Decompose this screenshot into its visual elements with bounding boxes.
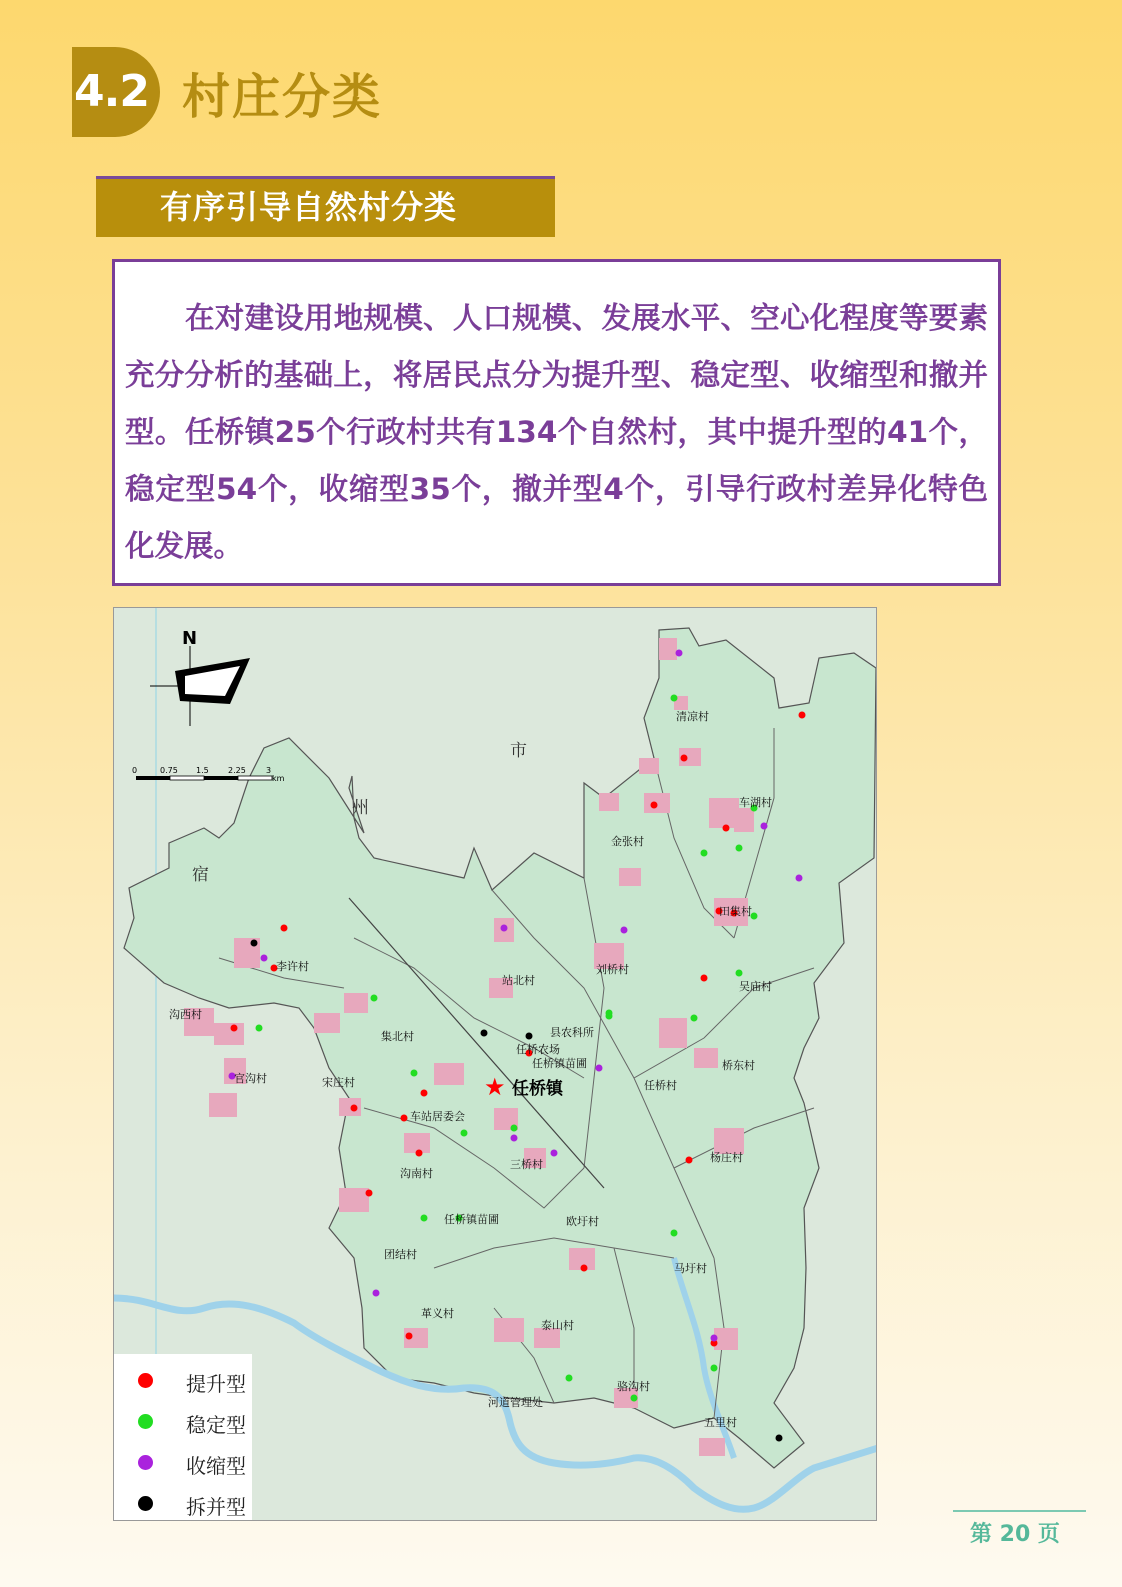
legend-label: 拆并型 (186, 1495, 246, 1519)
scale-tick: 0.75 (160, 766, 178, 775)
section-title: 村庄分类 (182, 69, 383, 125)
legend-label: 稳定型 (186, 1413, 246, 1437)
village-label: 任桥农场 (516, 1043, 560, 1056)
legend-item (114, 1407, 252, 1437)
village-label: 宋庄村 (322, 1076, 355, 1089)
village-label: 团结村 (384, 1248, 417, 1261)
village-label: 车站居委会 (410, 1110, 465, 1123)
village-label: 马圩村 (674, 1262, 707, 1275)
village-label: 泰山村 (541, 1319, 574, 1332)
village-label: 金张村 (611, 835, 644, 848)
legend-item (114, 1366, 252, 1396)
village-label: 刘桥村 (596, 963, 629, 976)
legend-label: 收缩型 (186, 1454, 246, 1478)
section-number: 4.2 (72, 47, 160, 137)
legend-swatch (138, 1455, 153, 1470)
village-label: 县农科所 (550, 1026, 594, 1039)
village-label: 沟南村 (400, 1167, 433, 1180)
region-label: 州 (352, 798, 369, 818)
legend-item (114, 1489, 252, 1519)
scale-tick: 1.5 (196, 766, 209, 775)
village-label: 五里村 (704, 1416, 737, 1429)
description-box (112, 259, 1001, 586)
scale-tick: 2.25 (228, 766, 246, 775)
village-label: 欧圩村 (566, 1215, 599, 1228)
map-legend (114, 1354, 252, 1520)
village-label: 杨庄村 (710, 1151, 743, 1164)
village-label: 桥东村 (722, 1059, 755, 1072)
village-label: 沟西村 (169, 1008, 202, 1021)
region-label: 宿 (192, 865, 209, 885)
legend-swatch (138, 1496, 153, 1511)
village-label: 吴庙村 (739, 980, 772, 993)
svg-text:★: ★ (484, 1073, 506, 1101)
village-label: 任桥镇苗圃 (444, 1213, 499, 1226)
legend-swatch (138, 1373, 153, 1388)
legend-label: 提升型 (186, 1372, 246, 1396)
village-label: 清凉村 (676, 710, 709, 723)
village-label: 官沟村 (234, 1072, 267, 1085)
village-label: 集北村 (381, 1030, 414, 1043)
village-label: 李许村 (276, 960, 309, 973)
village-label: 田集村 (719, 905, 752, 918)
town-label: 任桥镇 (512, 1079, 563, 1099)
village-label: 革义村 (421, 1307, 454, 1320)
region-label: 市 (510, 741, 527, 761)
village-label: 车湖村 (739, 796, 772, 809)
village-label: 任桥村 (644, 1079, 677, 1092)
footer-divider (953, 1510, 1086, 1512)
village-label: 骆沟村 (617, 1380, 650, 1393)
legend-swatch (138, 1414, 153, 1429)
village-label: 站北村 (502, 974, 535, 987)
village-classification-map (113, 607, 877, 1521)
village-label: 河道管理处 (488, 1396, 543, 1409)
north-label: N (182, 628, 198, 649)
page-number: 第 20 页 (970, 1522, 1060, 1547)
subheading-banner: 有序引导自然村分类 (96, 176, 555, 237)
scale-tick: 3 (266, 766, 272, 775)
legend-item (114, 1448, 252, 1478)
description-paragraph: 在对建设用地规模、人口规模、发展水平、空心化程度等要素充分分析的基础上，将居民点分为提升型、稳定型、收缩型和撤并型。任桥镇25个行政村共有134个自然村，其中提升型的41个，稳定型54个，收缩型35个，撤并型4个，引导行政村差异化特色化发展。 (125, 301, 988, 563)
scale-tick: 0 (132, 766, 138, 775)
scale-unit: km (272, 774, 285, 783)
village-label: 三桥村 (510, 1158, 543, 1171)
village-label: 任桥镇苗圃 (532, 1057, 587, 1070)
